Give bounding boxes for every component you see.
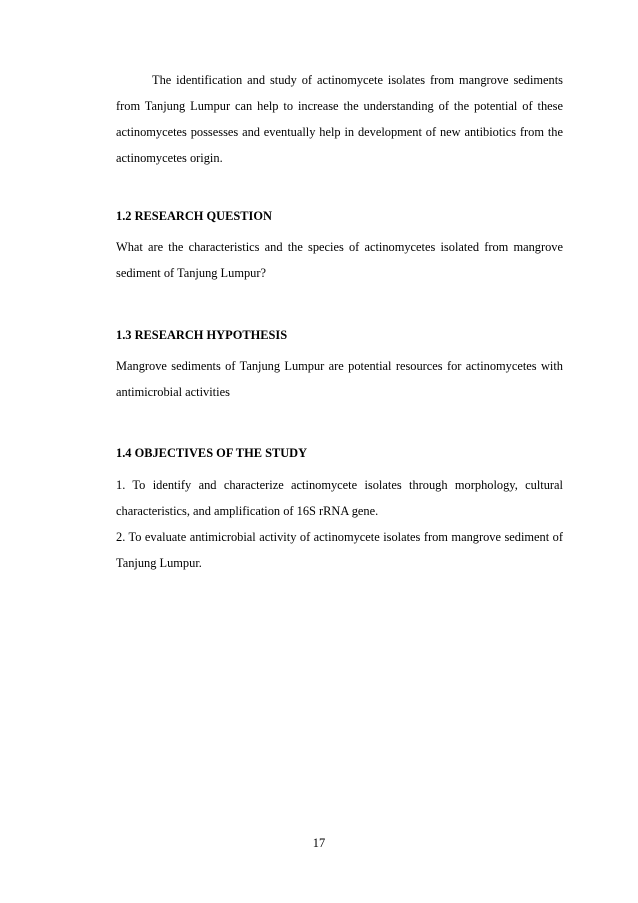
objective-item-1: 1. To identify and characterize actinomycete isolates through morphology, cultural characteristics, and amplification of 16S rRNA gene. [116, 478, 563, 518]
page-number: 17 [312, 836, 326, 850]
section-heading-research-hypothesis: 1.3 RESEARCH HYPOTHESIS [116, 328, 288, 342]
section-heading-objectives: 1.4 OBJECTIVES OF THE STUDY [116, 446, 308, 460]
objectives-list [116, 472, 563, 576]
section-heading-research-question: 1.2 RESEARCH QUESTION [116, 209, 272, 223]
objective-item-2: 2. To evaluate antimicrobial activity of actinomycete isolates from mangrove sediment of Tanjung Lumpur. [116, 530, 563, 570]
intro-paragraph: The identification and study of actinomycete isolates from mangrove sediments from Tanjung Lumpur can help to increase the understanding of the potential of these actinomycetes possesses and eventually help in development of new antibiotics from the actinomycetes origin. [116, 73, 563, 165]
research-hypothesis-text: Mangrove sediments of Tanjung Lumpur are potential resources for actinomycetes with antimicrobial activities [116, 359, 563, 399]
research-question-text: What are the characteristics and the species of actinomycetes isolated from mangrove sediment of Tanjung Lumpur? [116, 240, 563, 280]
